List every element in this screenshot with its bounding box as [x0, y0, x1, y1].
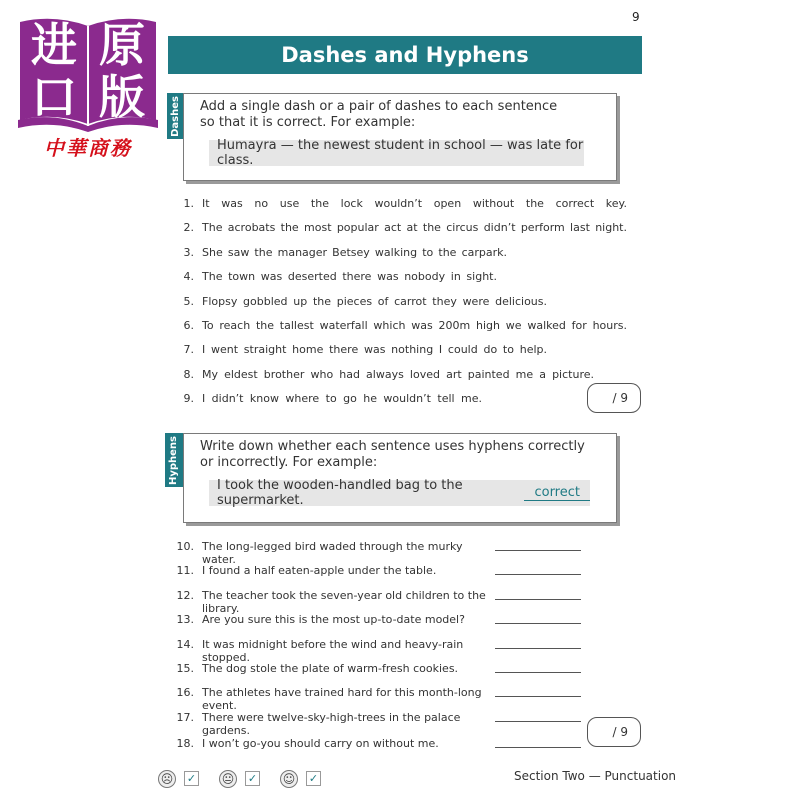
hyphens-example-answer: correct: [524, 486, 590, 501]
question-item: 3. She saw the manager Betsey walking to the carpark.: [183, 245, 507, 259]
question-item: 10. The long-legged bird waded through the murky water.: [172, 540, 592, 564]
answer-input-line[interactable]: [495, 711, 581, 722]
page-number: 9: [632, 10, 640, 24]
answer-input-line[interactable]: [495, 662, 581, 673]
page-title: Dashes and Hyphens: [168, 36, 642, 74]
dashes-score-box: / 9: [587, 383, 641, 413]
logo-char-4: 版: [99, 70, 145, 124]
answer-input-line[interactable]: [495, 589, 581, 600]
answer-input-line[interactable]: [495, 686, 581, 697]
answer-input-line[interactable]: [495, 613, 581, 624]
answer-input-line[interactable]: [495, 540, 581, 551]
logo-char-3: 口: [31, 70, 77, 124]
question-item: 14. It was midnight before the wind and heavy-rain stopped.: [172, 638, 592, 662]
hyphens-example-sentence: I took the wooden-handled bag to the supermarket.: [217, 478, 463, 508]
question-item: 1. It was no use the lock wouldn’t open without the correct key.: [183, 197, 627, 210]
hyphens-question-list: [172, 540, 592, 762]
question-item: 11. I found a half eaten-apple under the table.: [172, 564, 592, 588]
logo-caption: 中華商務: [44, 136, 132, 160]
sad-face-icon[interactable]: ☹: [158, 770, 176, 788]
logo-char-1: 进: [31, 18, 77, 72]
question-item: 7. I went straight home there was nothing I could do to help.: [183, 343, 547, 357]
dashes-question-list: [172, 197, 627, 417]
dashes-tab: Dashes: [167, 93, 183, 139]
question-item: 12. The teacher took the seven-year old children to the library.: [172, 589, 592, 613]
answer-input-line[interactable]: [495, 564, 581, 575]
question-item: 9. I didn’t know where to go he wouldn’t tell me.: [183, 392, 482, 406]
happy-face-icon[interactable]: ☺: [280, 770, 298, 788]
question-item: 4. The town was deserted there was nobody in sight.: [183, 270, 497, 284]
question-item: 8. My eldest brother who had always loved art painted me a picture.: [183, 367, 594, 381]
question-item: 6. To reach the tallest waterfall which was 200m high we walked for hours.: [183, 318, 627, 332]
question-item: 16. The athletes have trained hard for this month-long event.: [172, 686, 592, 710]
logo-char-2: 原: [99, 18, 145, 72]
check-box-icon[interactable]: ✓: [245, 771, 260, 786]
answer-input-line[interactable]: [495, 737, 581, 748]
question-item: 17. There were twelve-sky-high-trees in the palace gardens.: [172, 711, 592, 735]
question-item: 5. Flopsy gobbled up the pieces of carrot they were delicious.: [183, 294, 547, 308]
hyphens-example: [209, 480, 590, 506]
dashes-example: Humayra — the newest student in school — was late for class.: [209, 140, 584, 166]
answer-input-line[interactable]: [495, 638, 581, 649]
question-item: 15. The dog stole the plate of warm-fresh cookies.: [172, 662, 592, 686]
dashes-instruction: Add a single dash or a pair of dashes to each sentence so that it is correct. For example:: [200, 99, 558, 130]
check-box-icon[interactable]: ✓: [306, 771, 321, 786]
section-footer-label: Section Two — Punctuation: [514, 769, 677, 783]
question-item: 13. Are you sure this is the most up-to-date model?: [172, 613, 592, 637]
publisher-logo: [16, 16, 160, 186]
hyphens-instruction: Write down whether each sentence uses hyphens correctly or incorrectly. For example:: [200, 439, 585, 470]
question-item: 2. The acrobats the most popular act at the circus didn’t perform last night.: [183, 221, 627, 235]
hyphens-score-box: / 9: [587, 717, 641, 747]
hyphens-tab: Hyphens: [165, 433, 183, 487]
question-item: 18. I won’t go-you should carry on without me.: [172, 737, 592, 761]
check-box-icon[interactable]: ✓: [184, 771, 199, 786]
neutral-face-icon[interactable]: 😐: [219, 770, 237, 788]
